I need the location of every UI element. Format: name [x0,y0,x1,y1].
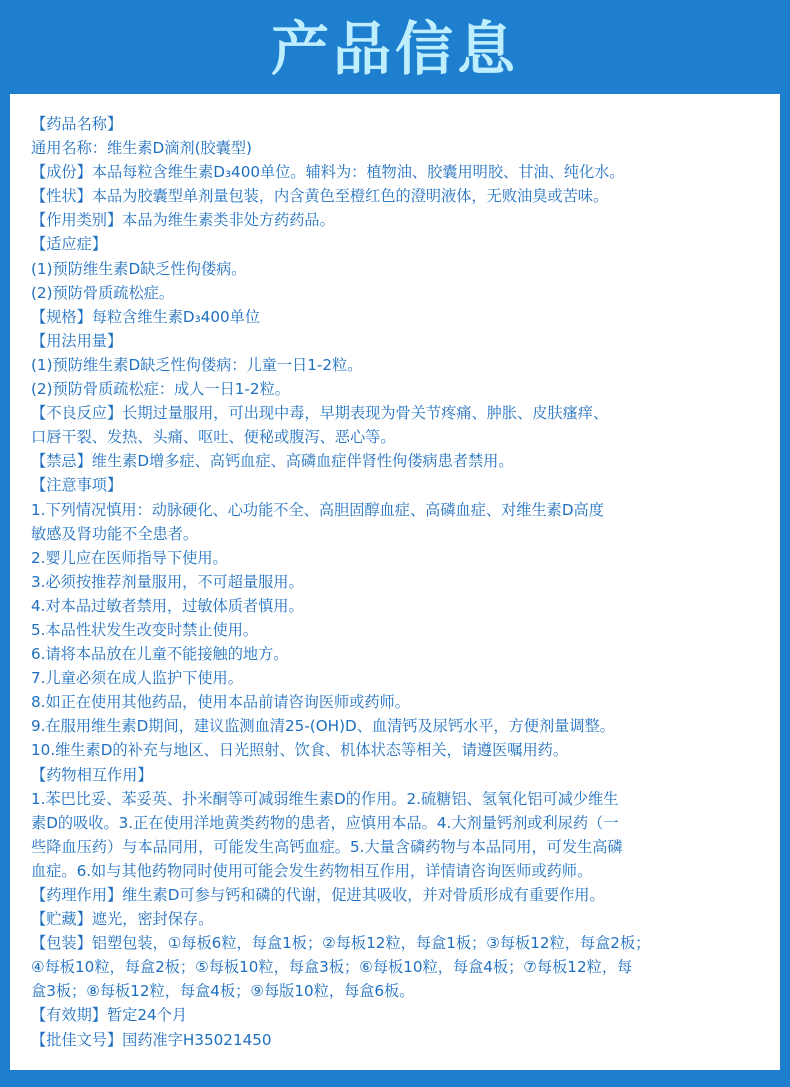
text-line: (1)预防维生素D缺乏性佝偻病：儿童一日1-2粒。 [31,355,363,374]
text-line: 9.在服用维生素D期间，建议监测血清25-(OH)D、血清钙及尿钙水平，方便剂量调整。 [31,717,615,736]
text-line: 【规格】每粒含维生素D₃400单位 [31,307,261,326]
text-line: 【药理作用】维生素D可参与钙和磷的代谢，促进其吸收，并对骨质形成有重要作用。 [31,886,605,904]
text-line: 【药品名称】 [31,115,123,133]
text-line: (1)预防维生素D缺乏性佝偻病。 [31,259,247,278]
text-line: 【不良反应】长期过量服用，可出现中毒，早期表现为骨关节疼痛、肿胀、皮肤瘙痒、 [31,404,609,423]
text-line: 8.如正在使用其他药品，使用本品前请咨询医师或药师。 [31,693,410,712]
text-line: (2)预防骨质疏松症。 [31,283,175,302]
text-line: 7.儿童必须在成人监护下使用。 [31,669,243,688]
text-line: 些降血压药）与本品同用，可能发生高钙血症。5.大量含磷药物与本品同用，可发生高磷 [31,837,623,856]
text-line: 【药物相互作用】 [31,765,153,784]
text-line: 【注意事项】 [31,476,123,495]
text-line: 血症。6.如与其他药物同时使用可能会发生药物相互作用，详情请咨询医师或药师。 [31,861,593,880]
page-title: 产品信息 [270,15,519,83]
text-line: 【贮藏】遮光，密封保存。 [31,910,214,929]
text-line: 【有效期】暂定24个月 [31,1006,188,1025]
text-line: 敏感及肾功能不全患者。 [31,524,199,543]
text-line: 盒3板；⑧每板12粒，每盒4板；⑨每版10粒，每盒6板。 [31,982,415,1001]
text-line: 10.维生素D的补充与地区、日光照射、饮食、机体状态等相关，请遵医嘱用药。 [31,741,569,760]
text-line: 【包装】铝塑包装，①每板6粒，每盒1板；②每板12粒，每盒1板；③每板12粒，每盒2板； [31,934,651,953]
text-line: 【适应症】 [31,235,107,254]
text-line: 6.请将本品放在儿童不能接触的地方。 [31,645,289,664]
text-line: 4.对本品过敏者禁用，过敏体质者慎用。 [31,596,304,615]
text-line: 3.必须按推荐剂量服用，不可超量服用。 [31,572,304,591]
text-line: 【作用类别】本品为维生素类非处方药药品。 [31,211,335,230]
text-line: 【批佳文号】国药准字H35021450 [31,1030,272,1049]
text-line: 【性状】本品为胶囊型单剂量包装，内含黄色至橙红色的澄明液体，无败油臭或苦味。 [31,187,609,206]
text-line: 1.苯巴比妥、苯妥英、扑米酮等可减弱维生素D的作用。2.硫糖铝、氢氧化铝可减少维生 [31,789,619,808]
text-line: 口唇干裂、发热、头痛、呕吐、便秘或腹泻、恶心等。 [31,428,396,447]
text-line: 1.下列情况慎用：动脉硬化、心功能不全、高胆固醇血症、高磷血症、对维生素D高度 [31,500,604,519]
text-line: 5.本品性状发生改变时禁止使用。 [31,620,259,639]
text-line: 2.婴儿应在医师指导下使用。 [31,548,228,567]
text-line: 【成份】本品每粒含维生素D₃400单位。辅料为：植物油、胶囊用明胶、甘油、纯化水。 [31,163,625,182]
text-line: 素D的吸收。3.正在使用洋地黄类药物的患者，应慎用本品。4.大剂量钙剂或利尿药（一 [31,813,619,832]
text-line: (2)预防骨质疏松症：成人一日1-2粒。 [31,380,290,399]
info-panel [10,94,780,1070]
text-line: 通用名称：维生素D滴剂(胶囊型) [31,139,252,158]
text-line: 【禁忌】维生素D增多症、高钙血症、高磷血症伴肾性佝偻病患者禁用。 [31,452,514,471]
text-line: 【用法用量】 [31,331,123,350]
text-line: ④每板10粒，每盒2板；⑤每板10粒，每盒3板；⑥每板10粒，每盒4板；⑦每板12粒，每 [31,958,633,977]
